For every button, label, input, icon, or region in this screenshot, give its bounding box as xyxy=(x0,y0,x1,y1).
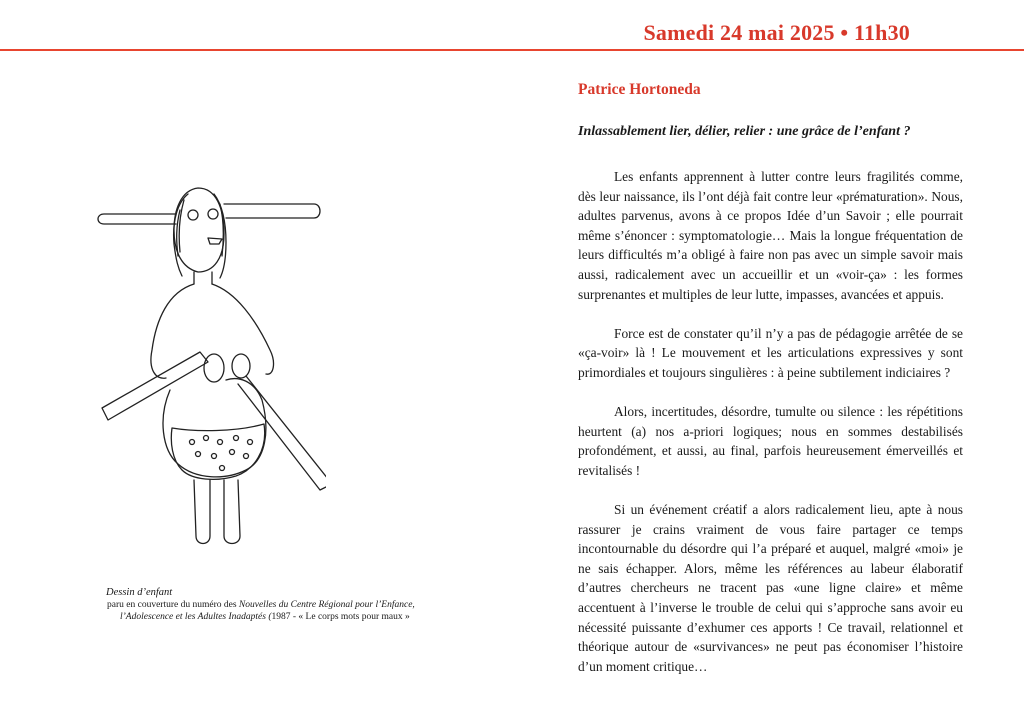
article-paragraph: Alors, incertitudes, désordre, tumulte ou silence : les répétitions heurtent (a) nos a-priori logiques; nous en sommes destabilisés profondément, et aussi, au final, parfois heureusement émerveillés et revitalisés ! xyxy=(578,404,963,478)
article-paragraph: Force est de constater qu’il n’y a pas de pédagogie arrêtée de se «ça-voir» là ! Le mouvement et les articulations expressives y sont primordiales et toujours singulières : à peine subtilement indiciaires ? xyxy=(578,325,963,380)
header-rule xyxy=(0,49,1024,51)
article-author: Patrice Hortoneda xyxy=(578,81,701,98)
drawing-caption xyxy=(106,587,416,623)
article-subtitle: Inlassablement lier, délier, relier : une grâce de l’enfant ? xyxy=(578,124,911,139)
caption-line2-rest: 1987 - « Le corps mots pour maux » xyxy=(271,612,410,622)
child-drawing xyxy=(86,180,326,560)
caption-title: Dessin d’enfant xyxy=(106,587,173,598)
caption-line-2 xyxy=(106,611,416,623)
caption-line1-prefix: paru en couverture du numéro des xyxy=(107,600,239,610)
header-date: Samedi 24 mai 2025 • 11h30 xyxy=(643,20,910,45)
caption-line-1 xyxy=(106,599,416,611)
caption-line2-italic: l’Adolescence et les Adultes Inadaptés ( xyxy=(120,612,272,622)
caption-line1-italic: Nouvelles du Centre Régional pour l’Enfance, xyxy=(238,600,415,610)
article-body xyxy=(578,167,963,696)
article-paragraph: Les enfants apprennent à lutter contre leurs fragilités comme, dès leur naissance, ils l’ont déjà fait contre leur «prématuration». Nous, adultes parvenus, avons à ce propos Idée d’un Savoir ; elle pourrait même s’énoncer : symptomatologie… Mais la longue fréquentation de leurs difficultés m’a obligé à faire non pas avec un simple savoir mais aussi, radicalement avec un accueillir et un «voir-ça» : les formes surprenantes et multiples de leur lutte, impasses, avancées et appuis. xyxy=(578,169,963,302)
article-paragraph: Si un événement créatif a alors radicalement lieu, apte à nous rassurer je crains vraiment de vous faire partager ce temps incontournable du désordre qui l’a préparé et auquel, malgré «moi» je ne sais échapper. Alors, même les références au labeur élaboratif d’autres chercheurs ne tracent pas «une ligne claire» et même accentuent à l’inverse le trouble de celui qui s’approche sans avoir eu nécessité puissante d’exhumer ces apports ! Ce travail, relationnel et théorique autour de «survivances» ne peut pas économiser l’histoire d’un moment critique… xyxy=(578,502,963,674)
